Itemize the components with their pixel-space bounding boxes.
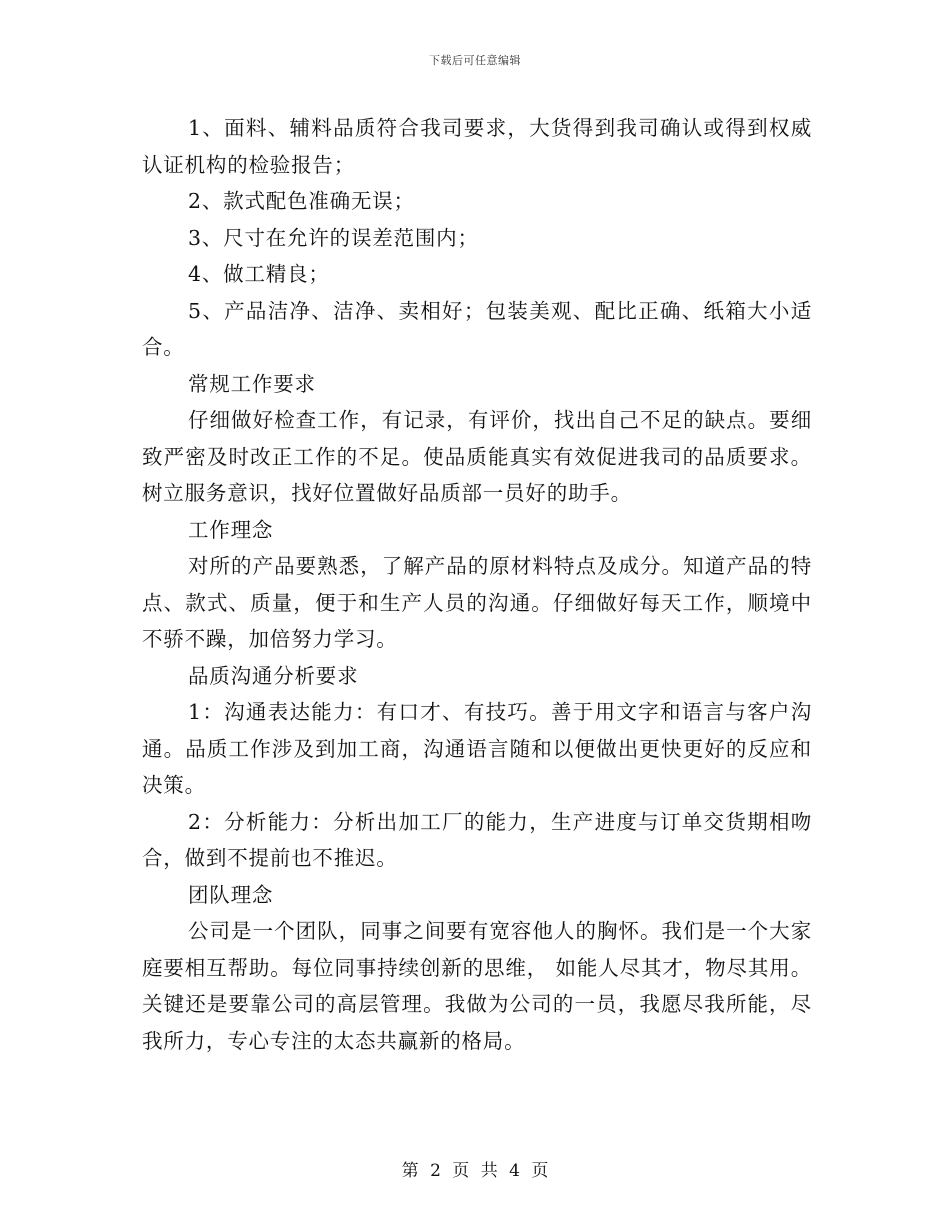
page-label-prefix: 第: [401, 1161, 419, 1181]
total-label: 共: [480, 1161, 498, 1181]
paragraph: 1、面料、辅料品质符合我司要求，大货得到我司确认或得到权威认证机构的检验报告；: [142, 116, 812, 177]
document-body: [142, 110, 812, 1059]
paragraph: 5、产品洁净、洁净、卖相好；包装美观、配比正确、纸箱大小适合。: [142, 298, 812, 359]
page-label-suffix: 页: [531, 1161, 549, 1181]
paragraph: 1：沟通表达能力：有口才、有技巧。善于用文字和语言与客户沟通。品质工作涉及到加工商，沟通语言随和以便做出更快更好的反应和决策。: [142, 700, 812, 797]
paragraph: 3、尺寸在允许的误差范围内；: [188, 225, 479, 250]
paragraph: 2、款式配色准确无误；: [188, 189, 415, 213]
page-label-mid: 页: [452, 1161, 470, 1181]
page-header: 下载后可任意编辑: [429, 54, 521, 67]
paragraph: 对所的产品要熟悉，了解产品的原材料特点及成分。知道产品的特点、款式、质量，便于和生产人员的沟通。仔细做好每天工作，顺境中不骄不躁，加倍努力学习。: [142, 554, 812, 651]
section-heading: 常规工作要求: [188, 371, 316, 396]
total-pages-number: 4: [509, 1161, 520, 1181]
page-footer: [0, 1156, 950, 1181]
paragraph: 公司是一个团队，同事之间要有宽容他人的胸怀。我们是一个大家庭要相互帮助。每位同事持续创新的思维， 如能人尽其才，物尽其用。关键还是要靠公司的高层管理。我做为公司的一员，我愿尽我所能，尽我所力，专心专注的太态共赢新的格局。: [142, 919, 812, 1053]
paragraph: 4、做工精良；: [188, 262, 330, 286]
section-heading: 工作理念: [188, 517, 274, 542]
section-heading: 团队理念: [188, 882, 274, 907]
section-heading: 品质沟通分析要求: [188, 663, 359, 688]
paragraph: 仔细做好检查工作，有记录，有评价，找出自己不足的缺点。要细致严密及时改正工作的不足。使品质能真实有效促进我司的品质要求。树立服务意识，找好位置做好品质部一员好的助手。: [142, 408, 812, 505]
paragraph: 2：分析能力：分析出加工厂的能力，生产进度与订单交货期相吻合，做到不提前也不推迟。: [142, 809, 812, 870]
current-page-number: 2: [430, 1161, 441, 1181]
